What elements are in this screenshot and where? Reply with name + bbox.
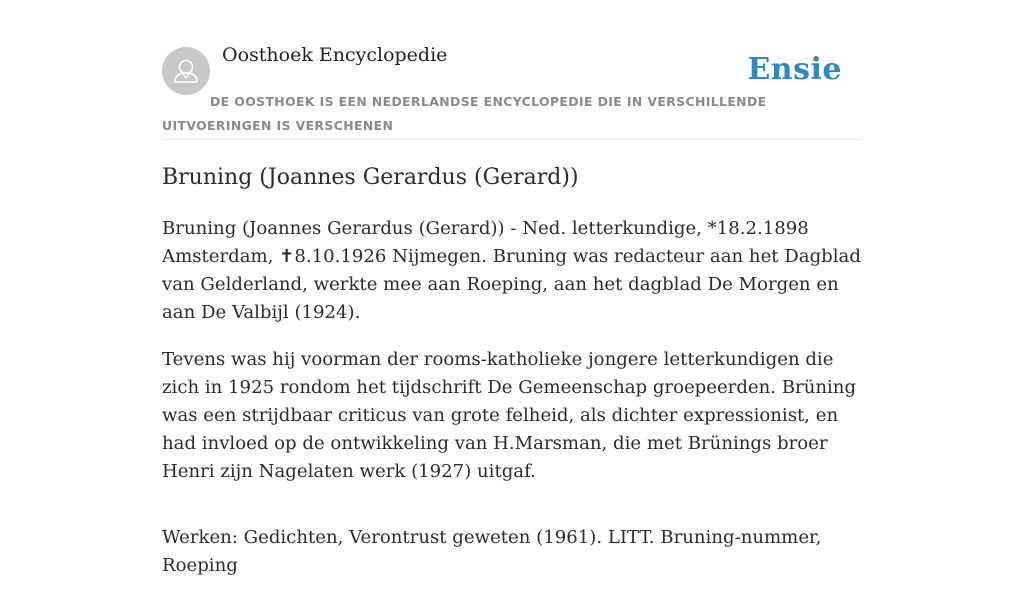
article-paragraph-works: Werken: Gedichten, Verontrust geweten (1961). LITT. Bruning-nummer, Roeping (162, 527, 822, 576)
article-title: Bruning (Joannes Gerardus (Gerard)) (162, 165, 579, 190)
user-silhouette-icon (162, 47, 210, 95)
site-title[interactable]: Oosthoek Encyclopedie (222, 44, 448, 66)
avatar[interactable] (162, 47, 210, 95)
brand-logo-link[interactable]: Ensie (747, 52, 842, 87)
article-body (162, 215, 862, 599)
article-paragraph: Bruning (Joannes Gerardus (Gerard)) - Ned. letterkundige, *18.2.1898 Amsterdam, ✝8.10.1926 Nijmegen. Bruning was redacteur aan het Dagblad van Gelderland, werkte mee aan Roeping, aan het dagblad De Morgen en aan De Valbijl (1924). (162, 218, 861, 323)
site-description: DE OOSTHOEK IS EEN NEDERLANDSE ENCYCLOPEDIE DIE IN VERSCHILLENDE UITVOERINGEN IS VERSCHENEN (162, 94, 767, 133)
header-divider (162, 139, 862, 140)
page (162, 0, 862, 576)
article-paragraph: Tevens was hij voorman der rooms-katholieke jongere letterkundigen die zich in 1925 rondom het tijdschrift De Gemeenschap groepeerden. Brüning was een strijdbaar criticus van grote felheid, als dichter expressionist, en had invloed op de ontwikkeling van H.Marsman, die met Brünings broer Henri zijn Nagelaten werk (1927) uitgaf. (162, 349, 857, 482)
